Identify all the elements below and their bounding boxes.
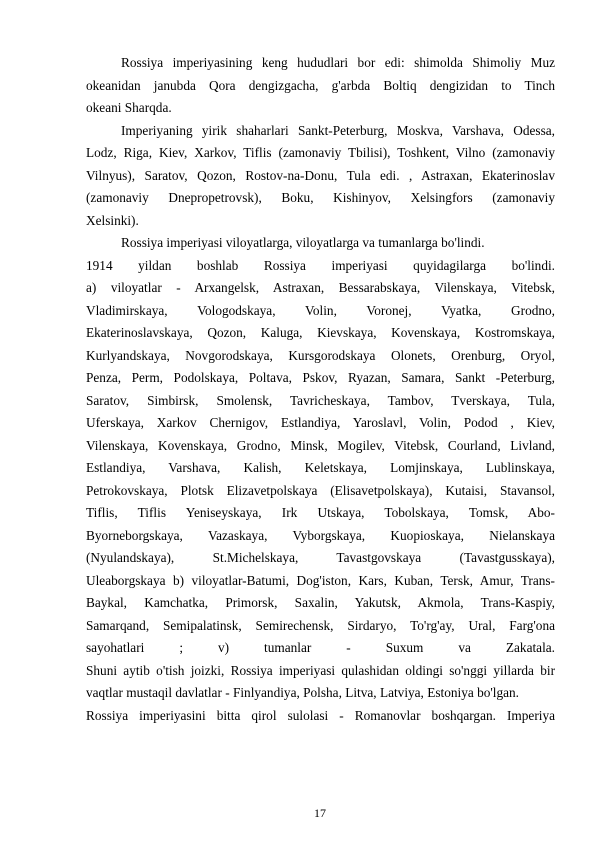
text-line: Vladimirskaya, Vologodskaya, Volin, Voronej, Vyatka, Grodno, xyxy=(86,302,555,318)
text-line: Uferskaya, Xarkov Chernigov, Estlandiya, Yaroslavl, Volin, Podod , Kiev, xyxy=(86,415,555,430)
text-line: Ekaterinoslavskaya, Qozon, Kaluga, Kievskaya, Kovenskaya, Kostromskaya, xyxy=(86,325,555,340)
text-line: 1914 yildan boshlab Rossiya imperiyasi quyidagilarga bo'lindi. xyxy=(86,257,555,273)
text-line: Rossiya imperiyasi viloyatlarga, viloyatlarga va tumanlarga bo'lindi. xyxy=(121,235,485,250)
text-line: (zamonaviy Dnepropetrovsk), Boku, Kishinyov, Xelsingfors (zamonaviy xyxy=(86,190,555,205)
text-line: vaqtlar mustaqil davlatlar - Finlyandiya, Polsha, Litva, Latviya, Estoniya bo'lgan. xyxy=(86,685,519,700)
text-line: Saratov, Simbirsk, Smolensk, Tavricheskaya, Tambov, Tverskaya, Tula, xyxy=(86,392,555,408)
text-line: Kurlyandskaya, Novgorodskaya, Kursgorodskaya Olonets, Orenburg, Oryol, xyxy=(86,347,555,363)
text-line: Estlandiya, Varshava, Kalish, Keletskaya, Lomjinskaya, Lublinskaya, xyxy=(86,460,555,475)
text-line: Rossiya imperiyasining keng hududlari bor edi: shimolda Shimoliy Muz xyxy=(121,55,555,70)
text-line: Vilenskaya, Kovenskaya, Grodno, Minsk, Mogilev, Vitebsk, Courland, Livland, xyxy=(86,437,555,453)
text-line: a) viloyatlar - Arxangelsk, Astraxan, Bessarabskaya, Vilenskaya, Vitebsk, xyxy=(86,280,555,295)
text-line: Vilnyus), Saratov, Qozon, Rostov-na-Donu, Tula edi. , Astraxan, Ekaterinoslav xyxy=(86,167,555,183)
text-line: Shuni aytib o'tish joizki, Rossiya imperiyasi qulashidan oldingi so'nggi yillarda bir xyxy=(86,662,555,678)
text-line: (Nyulandskaya), St.Michelskaya, Tavastgovskaya (Tavastgusskaya), xyxy=(86,550,555,565)
text-line: Penza, Perm, Podolskaya, Poltava, Pskov, Ryazan, Samara, Sankt -Peterburg, xyxy=(86,370,555,385)
text-line: Petrokovskaya, Plotsk Elizavetpolskaya (Elisavetpolskaya), Kutaisi, Stavansol, xyxy=(86,482,555,498)
text-line: okeani Sharqda. xyxy=(86,100,172,115)
text-line: sayohatlari ; v) tumanlar - Suxum va Zakatala. xyxy=(86,640,555,655)
document-page xyxy=(86,52,555,727)
text-line: Tiflis, Tiflis Yeniseyskaya, Irk Utskaya, Tobolskaya, Tomsk, Abo- xyxy=(86,505,555,520)
text-line: Byorneborgskaya, Vazaskaya, Vyborgskaya, Kuopioskaya, Nielanskaya xyxy=(86,527,555,543)
page-number: 17 xyxy=(314,806,326,820)
text-line: Samarqand, Semipalatinsk, Semirechensk, Sirdaryo, To'rg'ay, Ural, Farg'ona xyxy=(86,617,555,633)
text-line: Lodz, Riga, Kiev, Xarkov, Tiflis (zamonaviy Tbilisi), Toshkent, Vilno (zamonaviy xyxy=(86,145,555,160)
text-line: Uleaborgskaya b) viloyatlar-Batumi, Dog'iston, Kars, Kuban, Tersk, Amur, Trans- xyxy=(86,572,555,588)
text-line: Xelsinki). xyxy=(86,212,139,228)
text-line: Baykal, Kamchatka, Primorsk, Saxalin, Yakutsk, Akmola, Trans-Kaspiy, xyxy=(86,595,555,610)
text-line: okeanidan janubda Qora dengizgacha, g'arbda Boltiq dengizidan to Tinch xyxy=(86,77,555,93)
text-line: Rossiya imperiyasini bitta qirol sulolasi - Romanovlar boshqargan. Imperiya xyxy=(86,707,555,723)
text-line: Imperiyaning yirik shaharlari Sankt-Peterburg, Moskva, Varshava, Odessa, xyxy=(121,122,555,138)
